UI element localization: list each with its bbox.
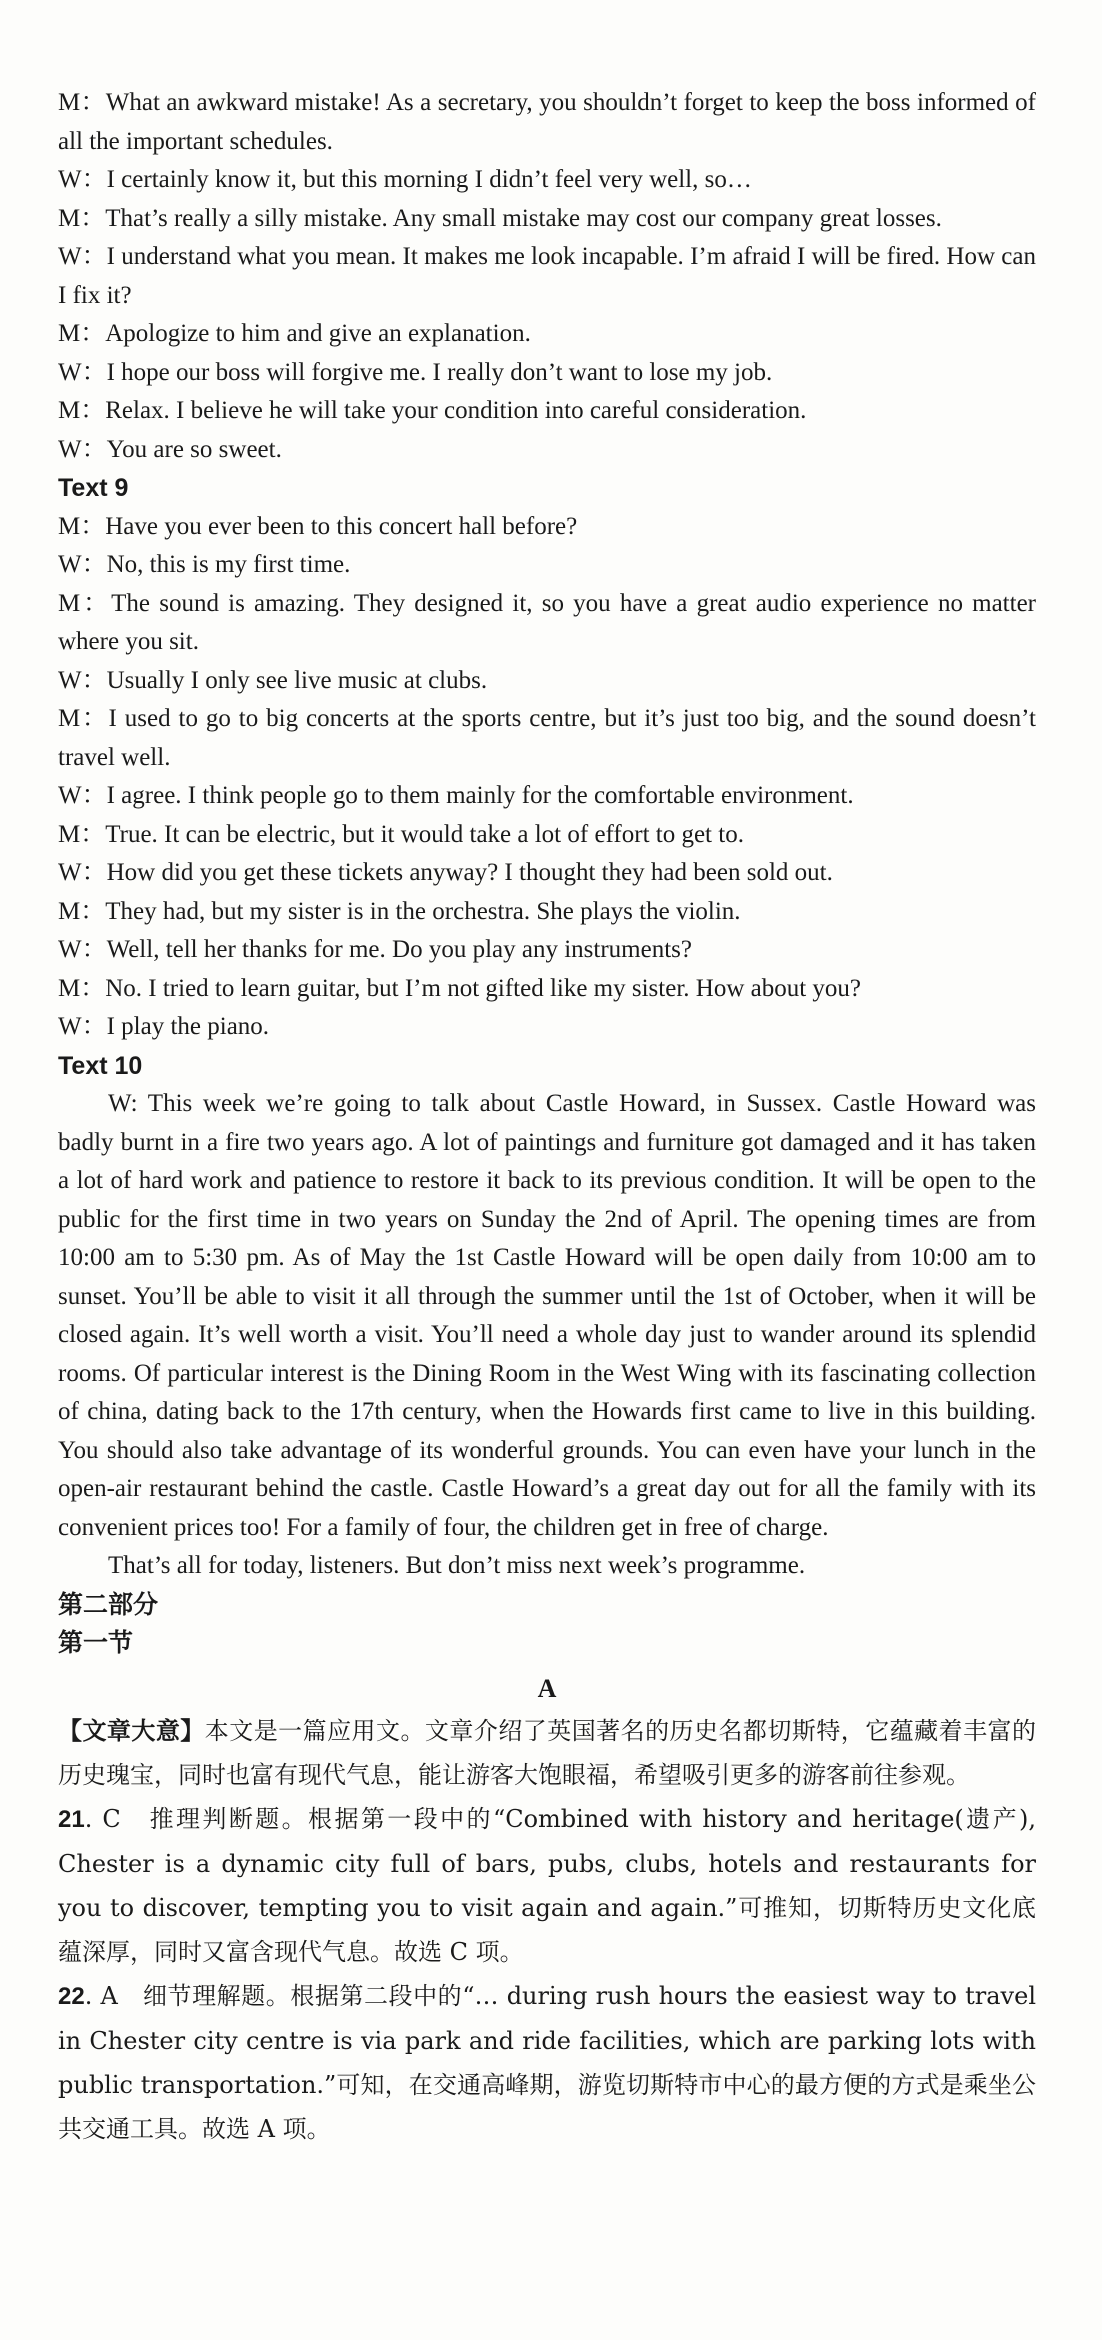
passage-letter: A: [537, 1673, 557, 1703]
summary-label: 【文章大意】: [58, 1716, 205, 1745]
dialog-line: W：How did you get these tickets anyway? I thought they had been sold out.: [58, 859, 833, 886]
dialog-line: M：The sound is amazing. They designed it, so you have a great audio experience no matter where you sit.: [58, 589, 1036, 655]
dialog-line: W：I agree. I think people go to them mainly for the comfortable environment.: [58, 782, 854, 809]
dialog-line: M：Apologize to him and give an explanation.: [58, 320, 531, 347]
question-number: 22: [58, 1982, 85, 2010]
dialog-line: W：You are so sweet.: [58, 435, 282, 463]
dialog-line: W：I play the piano.: [58, 1013, 270, 1040]
question-number: 21: [58, 1805, 85, 1833]
summary-paragraph: [58, 1709, 1036, 1797]
question-22: [58, 1974, 1036, 2151]
dialog-line: W：I understand what you mean. It makes me look incapable. I’m afraid I will be fired. How can I fix it?: [58, 243, 1036, 309]
dialog-line: W：I hope our boss will forgive me. I really don’t want to lose my job.: [58, 358, 773, 386]
answer-section: [58, 1586, 1036, 2151]
monologue-paragraph: W: This week we’re going to talk about Castle Howard, in Sussex. Castle Howard was badly burnt in a fire two years ago. A lot of paintings and furniture got damaged and it has taken a lot of hard work and patience to restore it back to its previous condition. It will be open to the public for the first time in two years on Sunday the 2nd of April. The opening times are from 10:00 am to 5:30 pm. As of May the 1st Castle Howard will be open daily from 10:00 am to sunset. You’ll be able to visit it all through the summer until the 1st of October, when it will be closed again. It’s well worth a visit. You’ll need a whole day just to wander around its splendid rooms. Of particular interest is the Dining Room in the West Wing with its fascinating collection of china, dating back to the 17th century, when the Howards first came to live in this building. You should also take advantage of its wonderful grounds. You can even have your lunch in the open-air restaurant behind the castle. Castle Howard’s a great day out for all the family with its convenient prices too! For a family of four, the children get in free of charge.: [58, 1090, 1036, 1541]
section-title: 第一节: [58, 1628, 134, 1657]
text10-section: [58, 1047, 1036, 1586]
dialog-line: M：True. It can be electric, but it would take a lot of effort to get to.: [58, 820, 744, 848]
question-explanation: . A 细节理解题。根据第二段中的“… during rush hours the easiest way to travel in Chester city centre is via park and ride facilities, which are parking lots with public transportation.”可知，在交通高峰期，游览切斯特市中心的最方便的方式是乘坐公共交通工具。故选 A 项。: [58, 1981, 1036, 2143]
part-title: 第二部分: [58, 1589, 159, 1619]
dialog-text8: [58, 84, 1036, 469]
dialog-line: W：No, this is my first time.: [58, 551, 351, 578]
text9-heading: Text 9: [58, 474, 129, 502]
dialog-line: M：I used to go to big concerts at the sports centre, but it’s just too big, and the sound doesn’t travel well.: [58, 705, 1036, 771]
dialog-line: W：Well, tell her thanks for me. Do you play any instruments?: [58, 936, 692, 963]
dialog-line: M：Have you ever been to this concert hall before?: [58, 512, 578, 540]
closing-paragraph: That’s all for today, listeners. But don’t miss next week’s programme.: [108, 1552, 806, 1579]
dialog-line: W：I certainly know it, but this morning I didn’t feel very well, so…: [58, 166, 752, 193]
text9-section: [58, 469, 1036, 1047]
question-explanation: . C 推理判断题。根据第一段中的“Combined with history and heritage(遗产), Chester is a dynamic city full of bars, pubs, clubs, hotels and restaurants for you to discover, tempting you to visit again and again.”可推知，切斯特历史文化底蕴深厚，同时又富含现代气息。故选 C 项。: [58, 1804, 1036, 1966]
summary-text: 本文是一篇应用文。文章介绍了英国著名的历史名都切斯特，它蕴藏着丰富的历史瑰宝，同时也富有现代气息，能让游客大饱眼福，希望吸引更多的游客前往参观。: [58, 1716, 1037, 1789]
dialog-line: W：Usually I only see live music at clubs.: [58, 666, 488, 694]
dialog-line: M：No. I tried to learn guitar, but I’m not gifted like my sister. How about you?: [58, 974, 862, 1002]
dialog-line: M：They had, but my sister is in the orchestra. She plays the violin.: [58, 897, 741, 925]
question-21: [58, 1797, 1036, 1974]
dialog-line: M：Relax. I believe he will take your condition into careful consideration.: [58, 397, 807, 424]
dialog-line: M：That’s really a silly mistake. Any small mistake may cost our company great losses.: [58, 204, 942, 232]
text10-heading: Text 10: [58, 1051, 143, 1080]
dialog-line: M：What an awkward mistake! As a secretary, you shouldn’t forget to keep the boss informed of all the important schedules.: [58, 89, 1036, 155]
